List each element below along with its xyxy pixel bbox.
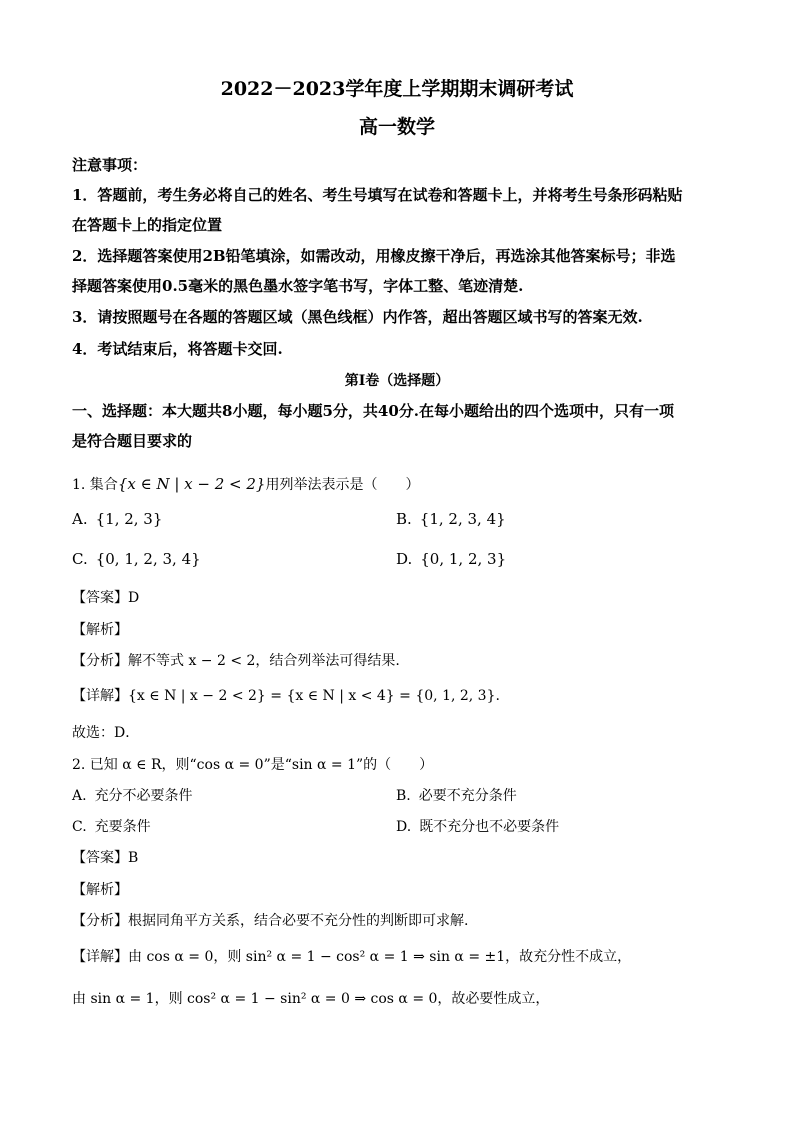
option-text: 必要不充分条件 — [418, 788, 517, 804]
question-2-analysis-heading: 【解析】 — [72, 882, 128, 898]
section-instruction: 一、选择题：本大题共8小题，每小题5分，共40分.在每小题给出的四个选项中，只有一项 — [72, 402, 674, 420]
option-text: {1, 2, 3, 4} — [419, 510, 506, 528]
option-label: B. — [396, 510, 412, 528]
section-instruction: 是符合题目要求的 — [72, 432, 193, 450]
notice-heading: 注意事项： — [72, 156, 148, 174]
question-2-option-a — [72, 785, 193, 805]
question-1-suffix: 用列举法表示是（ ） — [265, 477, 420, 493]
question-1-detail: 【详解】{x ∈ N | x − 2 < 2} = {x ∈ N | x < 4} = {0, 1, 2, 3}. — [72, 688, 500, 704]
question-2-detail: 由 sin α = 1，则 cos² α = 1 − sin² α = 0 ⇒ cos α = 0，故必要性成立， — [72, 991, 550, 1007]
question-1-option-b — [396, 510, 506, 528]
question-1-conclusion: 故选：D． — [72, 725, 140, 741]
notice-item: 4．考试结束后，将答题卡交回. — [72, 340, 283, 358]
option-text: 既不充分也不必要条件 — [419, 819, 560, 835]
question-1-answer: 【答案】D — [72, 590, 140, 606]
option-text: 充分不必要条件 — [94, 788, 193, 804]
notice-item: 在答题卡上的指定位置 — [72, 216, 223, 234]
question-1-option-a — [72, 510, 162, 528]
notice-item: 2．选择题答案使用2B铅笔填涂，如需改动，用橡皮擦干净后，再选涂其他答案标号；非选 — [72, 247, 676, 265]
exam-subject: 高一数学 — [358, 116, 435, 138]
exam-title: 2022－2023学年度上学期期末调研考试 — [220, 78, 574, 100]
option-text: 充要条件 — [94, 819, 151, 835]
question-2-stem: 2. 已知 α ∈ R，则“cos α = 0”是“sin α = 1”的（ ） — [72, 757, 434, 773]
notice-item: 3．请按照题号在各题的答题区域（黑色线框）内作答，超出答题区域书写的答案无效. — [72, 308, 643, 326]
option-label: A. — [72, 788, 87, 804]
question-1-prefix: 1. 集合 — [72, 477, 118, 493]
question-1-option-d — [396, 550, 506, 568]
notice-item: 择题答案使用0.5毫米的黑色墨水签字笔书写，字体工整、笔迹清楚. — [72, 277, 524, 295]
option-text: {1, 2, 3} — [95, 510, 163, 528]
option-label: D. — [396, 819, 412, 835]
question-1-analysis-heading: 【解析】 — [72, 622, 128, 638]
notice-item: 1．答题前，考生务必将自己的姓名、考生号填写在试卷和答题卡上，并将考生号条形码粘贴 — [72, 186, 683, 204]
option-label: D. — [396, 550, 413, 568]
option-text: {0, 1, 2, 3, 4} — [95, 550, 201, 568]
question-1-analysis: 【分析】解不等式 x − 2 < 2，结合列举法可得结果. — [72, 653, 400, 669]
option-text: {0, 1, 2, 3} — [420, 550, 507, 568]
option-label: A. — [72, 510, 88, 528]
question-1-option-c — [72, 550, 201, 568]
question-2-answer: 【答案】B — [72, 850, 139, 866]
part-title: 第Ⅰ卷（选择题） — [344, 373, 450, 389]
question-2-option-d — [396, 816, 559, 836]
question-2-option-c — [72, 816, 151, 836]
option-label: C. — [72, 819, 87, 835]
option-label: B. — [396, 788, 411, 804]
option-label: C. — [72, 550, 88, 568]
question-2-analysis: 【分析】根据同角平方关系，结合必要不充分性的判断即可求解. — [72, 913, 469, 929]
question-1-set-expression: {x ∈ N | x − 2 < 2} — [117, 475, 266, 493]
question-2-detail: 【详解】由 cos α = 0，则 sin² α = 1 − cos² α = 1 ⇒ sin α = ±1，故充分性不成立， — [72, 949, 632, 965]
question-2-option-b — [396, 785, 517, 805]
question-1-stem — [72, 474, 419, 494]
